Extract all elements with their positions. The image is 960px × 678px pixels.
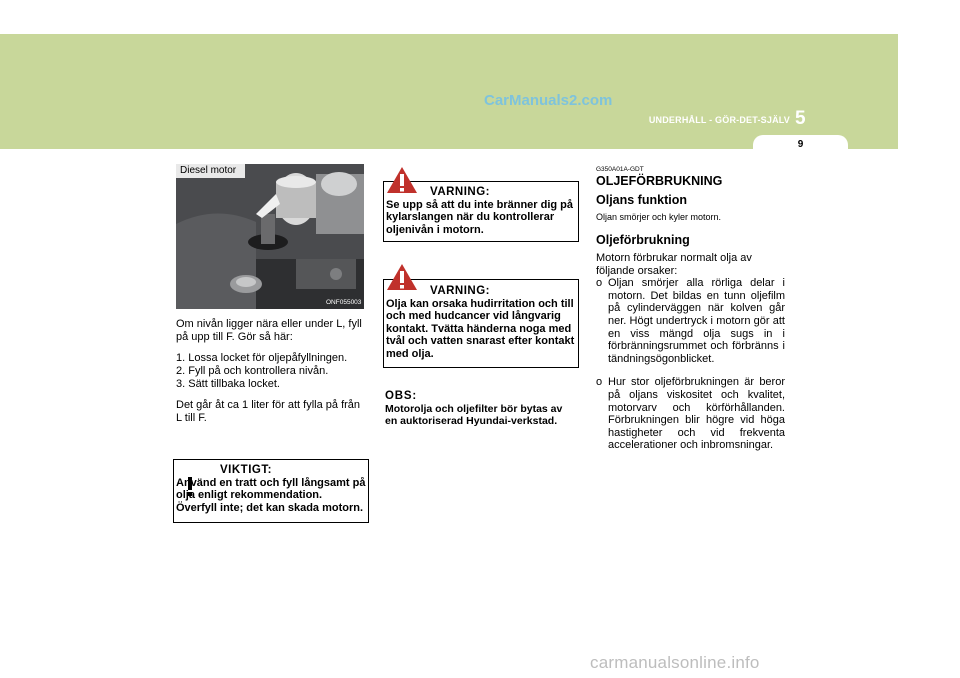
fill-note: Det går åt ca 1 liter för att fylla på från L till F. <box>176 399 361 424</box>
brand-watermark[interactable]: CarManuals2.com <box>484 92 613 109</box>
intro-paragraph: Om nivån ligger nära eller under L, fyll på upp till F. Gör så här: <box>176 318 362 343</box>
step-item: 1. Lossa locket för oljepåfyllningen. <box>176 352 348 364</box>
chapter-header-band <box>0 34 898 149</box>
bullet-glyph: o <box>596 277 603 290</box>
page-number: 9 <box>753 135 848 155</box>
warning-text: Se upp så att du inte bränner dig på kylarslangen när du kontrollerar oljenivån i motorn. <box>386 198 574 236</box>
section-heading: OLJEFÖRBRUKNING <box>596 174 723 188</box>
warning-title: VARNING: <box>430 285 491 297</box>
warning-text: Olja kan orsaka hudirritation och till och med hudcancer vid långvarig kontakt. Tvätta händerna noga med tvål och vatten snarast efter kontakt med olja. <box>386 297 575 360</box>
section-code: G350A01A-GDT <box>596 166 644 173</box>
viktigt-title: VIKTIGT: <box>220 464 272 476</box>
warning-triangle-icon <box>386 166 418 194</box>
bullet-glyph: o <box>596 376 603 389</box>
photo-code: ONF055003 <box>326 299 362 306</box>
obs-title: OBS: <box>385 390 417 402</box>
oil-consumption-section <box>596 166 785 452</box>
oil-consumption-body <box>596 252 785 452</box>
warning-title: VARNING: <box>430 186 491 198</box>
subheading-oil-consumption: Oljeförbrukning <box>596 233 690 247</box>
oil-fill-instructions <box>176 318 366 433</box>
list-item-text: Hur stor oljeförbrukningen är beror på oljans viskositet och kvalitet, motorvarv och körförhållanden. Förbrukningen blir högre vid höga hastigheter och vid frekventa accelerationer och inbromsningar. <box>608 376 785 452</box>
chapter-number: 5 <box>795 108 806 129</box>
subheading-oil-function: Oljans funktion <box>596 193 687 207</box>
obs-text: Motorolja och oljefilter bör bytas av en auktoriserad Hyundai-verkstad. <box>385 402 563 427</box>
list-item <box>596 277 785 365</box>
oil-function-text: Oljan smörjer och kyler motorn. <box>596 212 722 222</box>
list-item-text: Oljan smörjer alla rörliga delar i motorn. Det bildas en tunn oljefilm på cylinderväggen när kolven går ner. Högt undertryck i motorn gör att en viss mängd olja sugs in i förbränningsrummet och förbränns i tändningsögonblicket. <box>608 277 785 365</box>
consumption-intro: Motorn förbrukar normalt olja av följande orsaker: <box>596 252 752 277</box>
photo-label: Diesel motor <box>176 164 245 178</box>
chapter-title: UNDERHÅLL - GÖR-DET-SJÄLV <box>648 115 790 125</box>
obs-note <box>385 390 577 428</box>
footer-watermark[interactable]: carmanualsonline.info <box>590 653 760 672</box>
viktigt-text: Använd en tratt och fyll långsamt på olja enligt rekommendation. Överfyll inte; det kan skada motorn. <box>176 476 366 514</box>
step-list <box>176 352 366 391</box>
step-item: 3. Sätt tillbaka locket. <box>176 378 280 390</box>
step-item: 2. Fyll på och kontrollera nivån. <box>176 365 329 377</box>
warning-box-skin-contact <box>383 279 579 368</box>
engine-oil-fill-photo <box>176 164 364 309</box>
viktigt-box <box>173 459 369 523</box>
list-item <box>596 376 785 452</box>
warning-triangle-icon <box>386 263 418 291</box>
engine-photo-illustration <box>176 164 364 309</box>
